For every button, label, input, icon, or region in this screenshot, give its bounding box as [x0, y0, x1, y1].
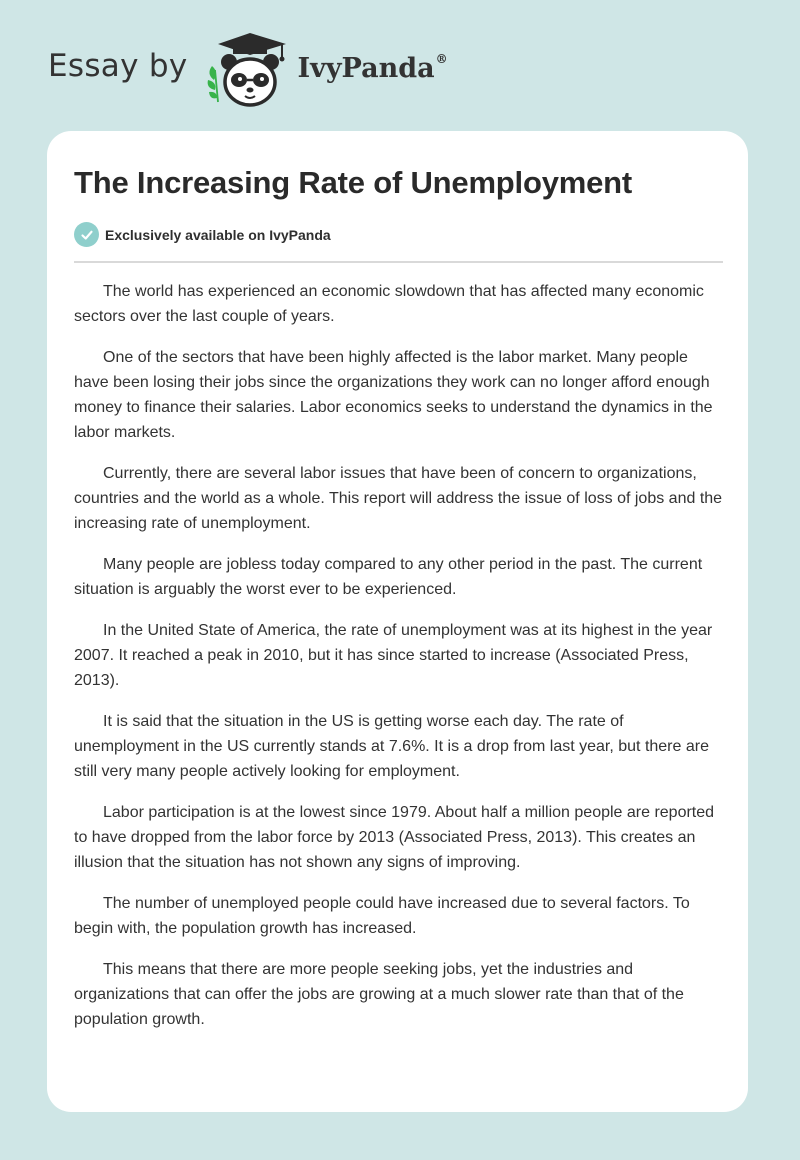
- essay-paragraph: The world has experienced an economic slowdown that has affected many economic sectors over the last couple of years.: [74, 283, 704, 325]
- essay-card: [47, 131, 748, 1112]
- brand-name[interactable]: [298, 52, 448, 84]
- exclusive-badge: [74, 222, 331, 247]
- essay-paragraph: In the United State of America, the rate of unemployment was at its highest in the year 2007. It reached a peak in 2010, but it has since started to increase (Associated Press, 2013).: [74, 622, 713, 689]
- essay-title: The Increasing Rate of Unemployment: [74, 165, 632, 200]
- registered-mark: ®: [435, 52, 448, 66]
- essay-paragraph: Labor participation is at the lowest since 1979. About half a million people are reported to have dropped from the labor force by 2013 (Associated Press, 2013). This creates an illusion that the situation has not shown any signs of improving.: [74, 804, 715, 871]
- brand-header: [48, 30, 448, 110]
- essay-paragraph: The number of unemployed people could have increased due to several factors. To begin with, the population growth has increased.: [74, 895, 690, 937]
- essay-by-label: Essay by: [48, 48, 188, 84]
- essay-body: [74, 279, 726, 1048]
- essay-paragraph: One of the sectors that have been highly affected is the labor market. Many people have been losing their jobs since the organizations they work can no longer afford enough money to finance their salaries. Labor economics seeks to understand the dynamics in the labor markets.: [74, 349, 713, 441]
- panda-graduate-logo-icon[interactable]: [204, 30, 296, 110]
- title-divider: [74, 261, 723, 263]
- essay-paragraph: Many people are jobless today compared to any other period in the past. The current situation is arguably the worst ever to be experienced.: [74, 556, 703, 598]
- exclusive-badge-text: Exclusively available on IvyPanda: [105, 226, 331, 243]
- essay-paragraph: Currently, there are several labor issues that have been of concern to organizations, countries and the world as a whole. This report will address the issue of loss of jobs and the increasing rate of unemployment.: [74, 465, 723, 532]
- brand-name-text: IvyPanda: [297, 53, 435, 84]
- essay-paragraph: This means that there are more people seeking jobs, yet the industries and organizations that can offer the jobs are growing at a much slower rate than that of the population growth.: [74, 961, 684, 1028]
- essay-paragraph: It is said that the situation in the US is getting worse each day. The rate of unemployment in the US currently stands at 7.6%. It is a drop from last year, but there are still very many people actively looking for employment.: [74, 713, 709, 780]
- check-circle-icon: [74, 222, 99, 247]
